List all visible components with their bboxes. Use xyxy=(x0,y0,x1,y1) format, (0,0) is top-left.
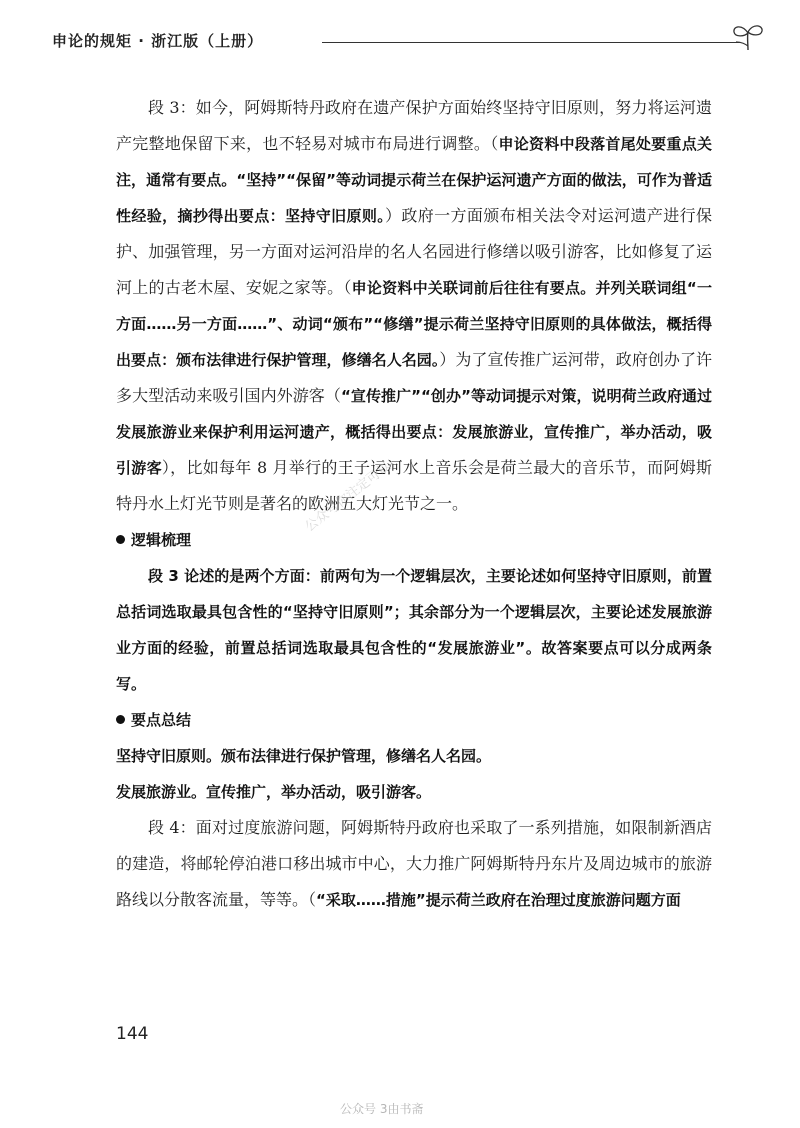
para4-text-1: 段 4：面对过度旅游问题，阿姆斯特丹政府也采取了一系列措施，如限制新酒店的建造，将邮轮停泊港口移出城市中心，大力推广阿姆斯特丹东片及周边城市的旅游路线以分散客流量，等等。（ xyxy=(116,818,712,909)
paragraph-logic xyxy=(116,558,712,702)
logic-text: 段 3 论述的是两个方面：前两句为一个逻辑层次，主要论述如何坚持守旧原则，前置总括词选取最具包含性的“坚持守旧原则”；其余部分为一个逻辑层次，主要论述发展旅游业方面的经验，前置总括词选取最具包含性的“发展旅游业”。故答案要点可以分成两条写。 xyxy=(116,567,712,693)
para3-text-4: ），比如每年 8 月举行的王子运河水上音乐会是荷兰最大的音乐节，而阿姆斯特丹水上灯光节则是著名的欧洲五大灯光节之一。 xyxy=(116,458,712,513)
para3-text-1: 段 3：如今，阿姆斯特丹政府在遗产保护方面始终坚持守旧原则，努力将运河遗产完整地保留下来，也不轻易对城市布局进行调整。（ xyxy=(116,98,712,153)
para3-text-3: ）为了宣传推广运河带，政府创办了许多大型活动来吸引国内外游客（ xyxy=(116,350,712,405)
paragraph-3 xyxy=(116,90,712,522)
heading-logic xyxy=(116,522,712,558)
para3-annotation-2: 申论资料中关联词前后往往有要点。并列关联词组“一方面……另一方面……”、动词“颁布”“修缮”提示荷兰坚持守旧原则的具体做法，概括得出要点：颁布法律进行保护管理，修缮名人名园。 xyxy=(116,279,712,369)
heading-logic-label: 逻辑梳理 xyxy=(131,531,192,549)
heading-summary-label: 要点总结 xyxy=(131,711,192,729)
header-rule xyxy=(322,42,740,43)
bullet-dot-icon xyxy=(116,535,125,544)
para3-annotation-3: “宣传推广”“创办”等动词提示对策，说明荷兰政府通过发展旅游业来保护利用运河遗产，概括得出要点：发展旅游业，宣传推广，举办活动，吸引游客 xyxy=(116,387,712,477)
page-number: 144 xyxy=(116,1024,149,1044)
footer-stamp: 公众号 3由书斋 xyxy=(340,1102,424,1116)
para3-text-2: ）政府一方面颁布相关法令对运河遗产进行保护、加强管理，另一方面对运河沿岸的名人名园进行修缮以吸引游客，比如修复了运河上的古老木屋、安妮之家等。（ xyxy=(116,206,712,297)
paragraph-4 xyxy=(116,810,712,918)
running-title: 申论的规矩 · 浙江版（上册） xyxy=(52,32,264,50)
para3-annotation-1: 申论资料中段落首尾处要重点关注，通常有要点。“坚持”“保留”等动词提示荷兰在保护运河遗产方面的做法，可作为普适性经验，摘抄得出要点：坚持守旧原则。 xyxy=(116,135,712,225)
heading-summary xyxy=(116,702,712,738)
running-header xyxy=(52,26,742,56)
bullet-dot-icon xyxy=(116,715,125,724)
sprout-icon xyxy=(728,20,768,54)
watermark: 公众号你注定可以 xyxy=(302,459,394,535)
para4-annotation-1: “采取……措施”提示荷兰政府在治理过度旅游问题方面 xyxy=(316,891,681,909)
summary-line-1: 坚持守旧原则。颁布法律进行保护管理，修缮名人名园。 xyxy=(116,747,492,765)
body-text xyxy=(116,90,712,918)
summary-line-2: 发展旅游业。宣传推广，举办活动，吸引游客。 xyxy=(116,783,432,801)
